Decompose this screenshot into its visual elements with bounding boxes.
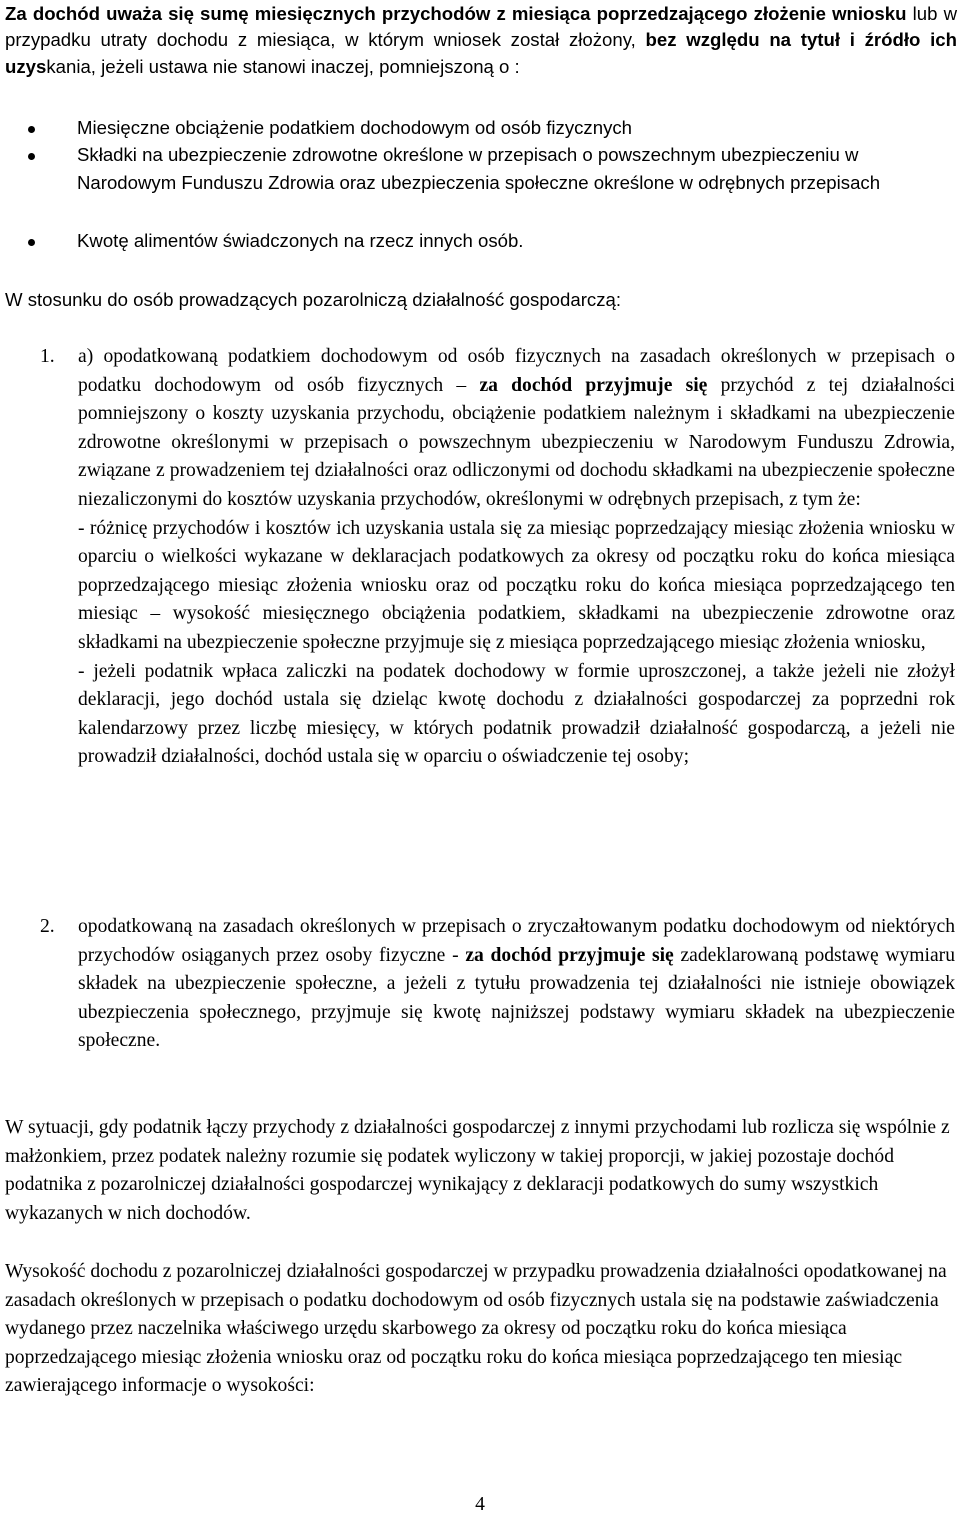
page-number: 4	[475, 1494, 485, 1515]
emphasis: za dochód przyjmuje się	[479, 374, 708, 396]
intro-text-1: lub w przypadku utraty dochodu z miesiąca, w którym wniosek został złożony,	[5, 3, 958, 51]
deduction-text: Kwotę alimentów świadczonych na rzecz innych osób.	[77, 230, 524, 251]
list-item-body: a) opodatkowaną podatkiem dochodowym od osób fizycznych na zasadach określonych w przepisach o podatku dochodowym od osób fizycznych – za dochód przyjmuje się przychód z tej działalności pomniejszony o koszty uzyskania przychodu, obciążenie podatkiem należnym i składkami na ubezpieczenie zdrowotne określonymi w przepisach o powszechnym ubezpieczeniu w Narodowym Funduszu Zdrowia, związane z prowadzeniem tej działalności oraz odliczonymi od dochodu składkami na ubezpieczenie społeczne niezaliczonymi do kosztów uzyskania przychodów, określonymi w odrębnych przepisach, z tym że: - różnicę przychodów i kosztów ich uzyskania ustala się za miesiąc poprzedzający miesiąc złożenia wniosku w oparciu o wielkości wykazane w deklaracjach podatkowych za okresy od początku roku do końca miesiąca poprzedzającego miesiąc złożenia wniosku oraz od początku roku do końca miesiąca poprzedzającego ten miesiąc – wysokość miesięcznego obciążenia podatkiem, składkami na ubezpieczenie zdrowotne oraz składkami na ubezpieczenie społeczne przyjmuje się z miesiąca poprzedzającego miesiąc złożenia wniosku, - jeżeli podatnik wpłaca zaliczki na podatek dochodowy w formie uproszczonej, a także jeżeli nie złożył deklaracji, jego dochód ustala się dzieląc kwotę dochodu z działalności gospodarczej za poprzedni rok kalendarzowy przez liczbę miesięcy, w których podatnik prowadził działalność gospodarczą, a jeżeli nie prowadził działalności, dochód ustala się w oparciu o oświadczenie tej osoby;	[78, 343, 955, 772]
intro-paragraph	[5, 1, 957, 80]
intro-bold-2: bez względu na tytuł i źródło ich uzys	[5, 29, 957, 77]
list-item-body: opodatkowaną na zasadach określonych w przepisach o zryczałtowanym podatku dochodowym od niektórych przychodów osiąganych przez osoby fizyczne - za dochód przyjmuje się zadeklarowaną podstawę wymiaru składek na ubezpieczenie społeczne, a jeżeli z tytułu prowadzenia tej działalności nie istnieje obowiązek ubezpieczenia społecznego, przyjmuje się kwotę najniższej podstawy wymiaru składek na ubezpieczenie społeczne.	[78, 916, 956, 1052]
paragraph-certificate: Wysokość dochodu z pozarolniczej działalności gospodarczej w przypadku prowadzenia działalności opodatkowanej na zasadach określonych w przepisach o podatku dochodowym od osób fizycznych ustala się na podstawie zaświadczenia wydanego przez naczelnika właściwego urzędu skarbowego za okresy od początku roku do końca miesiąca poprzedzającego miesiąc złożenia wniosku oraz od początku roku do końca miesiąca poprzedzającego ten miesiąc zawierającego informacje o wysokości:	[5, 1261, 947, 1397]
dash-clause: - różnicę przychodów i kosztów ich uzyskania ustala się za miesiąc poprzedzający miesiąc złożenia wniosku w oparciu o wielkości wykazane w deklaracjach podatkowych za okresy od początku roku do końca miesiąca poprzedzającego miesiąc złożenia wniosku oraz od początku roku do końca miesiąca poprzedzającego ten miesiąc – wysokość miesięcznego obciążenia podatkiem, składkami na ubezpieczenie zdrowotne oraz składkami na ubezpieczenie społeczne przyjmuje się z miesiąca poprzedzającego miesiąc złożenia wniosku,	[78, 517, 955, 653]
list-number: 1.	[40, 346, 55, 367]
paragraph-joint-income: W sytuacji, gdy podatnik łączy przychody z działalności gospodarczej z innymi przychodami lub rozlicza się wspólnie z małżonkiem, przez podatek należny rozumie się podatek wyliczony w takiej proporcji, w jakiej pozostaje dochód podatnika z pozarolniczej działalności gospodarczej wynikający z deklaracji podatkowych do sumy wszystkich wykazanych w nich dochodów.	[5, 1117, 950, 1224]
bullet-icon	[28, 239, 35, 246]
intro-bold-1: Za dochód uważa się sumę miesięcznych przychodów z miesiąca poprzedzającego złożenie wniosku	[5, 3, 907, 24]
bullet-icon	[28, 153, 35, 160]
emphasis: za dochód przyjmuje się	[465, 944, 674, 966]
dash-clause: - jeżeli podatnik wpłaca zaliczki na podatek dochodowy w formie uproszczonej, a także jeżeli nie złożył deklaracji, jego dochód ustala się dzieląc kwotę dochodu z działalności gospodarczej za poprzedni rok kalendarzowy przez liczbę miesięcy, w których podatnik prowadził działalność gospodarczą, a jeżeli nie prowadził działalności, dochód ustala się w oparciu o oświadczenie tej osoby;	[78, 660, 955, 768]
deduction-text: Miesięczne obciążenie podatkiem dochodowym od osób fizycznych	[77, 117, 633, 138]
list-number: 2.	[40, 916, 55, 937]
business-heading: W stosunku do osób prowadzących pozarolniczą działalność gospodarczą:	[5, 289, 621, 310]
bullet-icon	[28, 126, 35, 133]
intro-text-2: kania, jeżeli ustawa nie stanowi inaczej, pomniejszoną o :	[46, 55, 520, 77]
deduction-text: Składki na ubezpieczenie zdrowotne określone w przepisach o powszechnym ubezpieczeniu w Narodowym Funduszu Zdrowia oraz ubezpieczenia społeczne określone w odrębnych przepisach	[77, 144, 881, 193]
